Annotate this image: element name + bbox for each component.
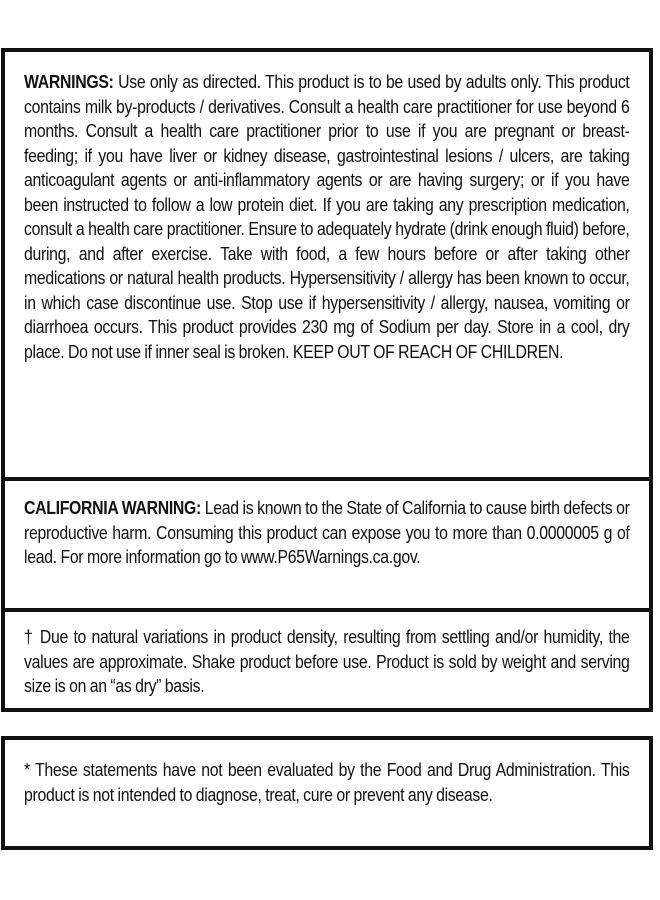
- warnings-paragraph: [24, 70, 630, 364]
- fda-disclaimer-text: * These statements have not been evaluated by the Food and Drug Administration. This product is not intended to diagnose, treat, cure or prevent any disease.: [24, 759, 630, 805]
- california-warning-text: Lead is known to the State of California to cause birth defects or reproductive harm. Consuming this product can expose you to more than 0.0000005 g of lead. For more information go to www.P65Warnings.ca.gov.: [24, 497, 630, 567]
- warnings-section: [5, 70, 649, 364]
- section-divider: [5, 477, 649, 481]
- california-warning-section: [5, 496, 649, 570]
- warnings-heading: WARNINGS:: [24, 71, 114, 92]
- section-divider: [5, 608, 649, 612]
- warnings-panel: [1, 48, 653, 712]
- warnings-text: Use only as directed. This product is to be used by adults only. This product contains milk by-products / derivatives. Consult a health care practitioner for use beyond 6 months. Consult a health care practitioner prior to use if you are pregnant or breast-feeding; if you have liver or kidney disease, gastrointestinal lesions / ulcers, are taking anticoagulant agents or anti-inflammatory agents or are having surgery; or if you have been instructed to follow a low protein diet. If you are taking any prescription medication, consult a health care practitioner. Ensure to adequately hydrate (drink enough fluid) before, during, and after exercise. Take with food, a few hours before or after taking other medications or natural health products. Hypersensitivity / allergy has been known to occur, in which case discontinue use. Stop use if hypersensitivity / allergy, nausea, vomiting or diarrhoea occurs. This product provides 230 mg of Sodium per day. Store in a cool, dry place. Do not use if inner seal is broken. KEEP OUT OF REACH OF CHILDREN.: [24, 71, 630, 362]
- california-warning-paragraph: [24, 496, 630, 570]
- density-note-text: † Due to natural variations in product density, resulting from settling and/or humidity, the values are approximate. Shake product before use. Product is sold by weight and serving size is on an “as dry” basis.: [24, 626, 630, 696]
- fda-disclaimer-panel: [1, 736, 653, 850]
- fda-disclaimer-section: [5, 758, 649, 807]
- density-note-section: [5, 625, 649, 699]
- california-warning-heading: CALIFORNIA WARNING:: [24, 497, 202, 518]
